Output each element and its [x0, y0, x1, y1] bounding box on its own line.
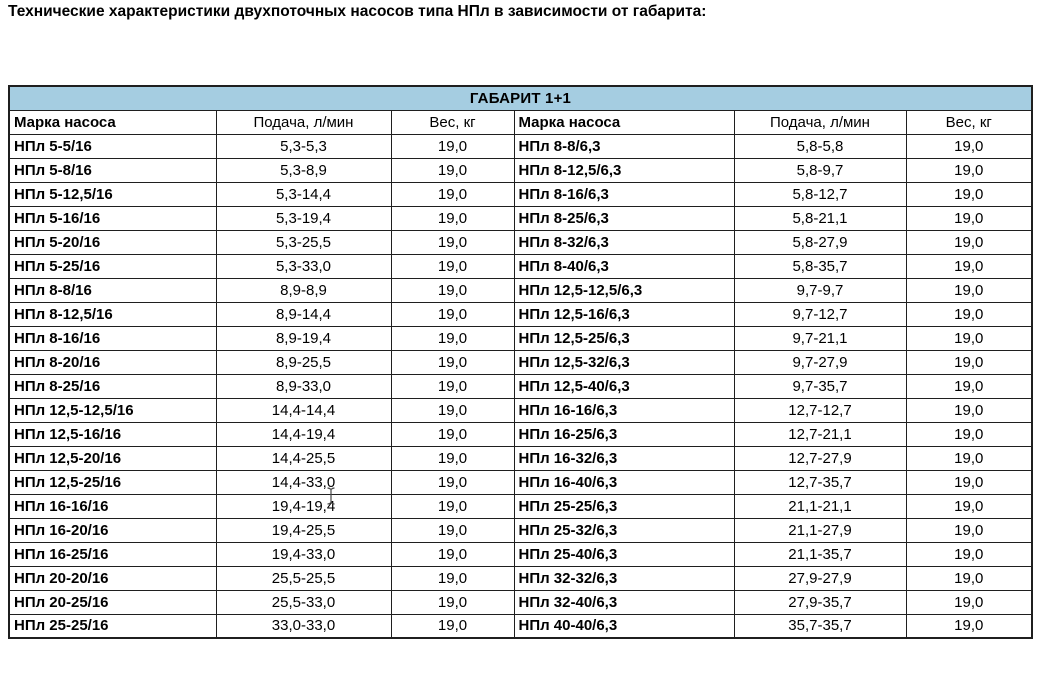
flow-cell: 12,7-27,9 — [734, 446, 906, 470]
table-row — [9, 614, 1032, 638]
pump-model-cell: НПл 20-25/16 — [9, 590, 216, 614]
flow-cell: 8,9-8,9 — [216, 278, 391, 302]
table-row — [9, 302, 1032, 326]
flow-cell: 9,7-27,9 — [734, 350, 906, 374]
weight-cell: 19,0 — [906, 158, 1032, 182]
weight-cell: 19,0 — [391, 278, 514, 302]
weight-cell: 19,0 — [391, 590, 514, 614]
flow-cell: 19,4-25,5 — [216, 518, 391, 542]
weight-cell: 19,0 — [391, 254, 514, 278]
flow-cell: 5,3-25,5 — [216, 230, 391, 254]
flow-cell: 8,9-14,4 — [216, 302, 391, 326]
pump-model-cell: НПл 12,5-16/6,3 — [514, 302, 734, 326]
weight-cell: 19,0 — [906, 518, 1032, 542]
flow-cell: 21,1-21,1 — [734, 494, 906, 518]
flow-cell: 12,7-12,7 — [734, 398, 906, 422]
weight-cell: 19,0 — [906, 134, 1032, 158]
weight-cell: 19,0 — [391, 302, 514, 326]
pump-model-cell: НПл 8-25/6,3 — [514, 206, 734, 230]
weight-cell: 19,0 — [391, 134, 514, 158]
flow-cell: 5,8-27,9 — [734, 230, 906, 254]
flow-cell: 8,9-19,4 — [216, 326, 391, 350]
col-header-flow-left: Подача, л/мин — [216, 110, 391, 134]
weight-cell: 19,0 — [391, 566, 514, 590]
pump-model-cell: НПл 12,5-40/6,3 — [514, 374, 734, 398]
table-caption-row — [9, 86, 1032, 110]
weight-cell: 19,0 — [906, 350, 1032, 374]
pump-model-cell: НПл 16-40/6,3 — [514, 470, 734, 494]
pump-model-cell: НПл 25-25/16 — [9, 614, 216, 638]
flow-cell: 5,8-5,8 — [734, 134, 906, 158]
weight-cell: 19,0 — [906, 398, 1032, 422]
pump-model-cell: НПл 20-20/16 — [9, 566, 216, 590]
pump-model-cell: НПл 5-8/16 — [9, 158, 216, 182]
flow-cell: 5,8-9,7 — [734, 158, 906, 182]
table-row — [9, 230, 1032, 254]
table-row — [9, 422, 1032, 446]
weight-cell: 19,0 — [391, 182, 514, 206]
weight-cell: 19,0 — [391, 518, 514, 542]
pump-model-cell: НПл 8-16/16 — [9, 326, 216, 350]
page-title: Технические характеристики двухпоточных насосов типа НПл в зависимости от габарита: — [8, 3, 707, 20]
weight-cell: 19,0 — [906, 230, 1032, 254]
weight-cell: 19,0 — [906, 494, 1032, 518]
flow-cell: 21,1-35,7 — [734, 542, 906, 566]
pump-model-cell: НПл 12,5-32/6,3 — [514, 350, 734, 374]
weight-cell: 19,0 — [391, 206, 514, 230]
flow-cell: 14,4-19,4 — [216, 422, 391, 446]
table-caption: ГАБАРИТ 1+1 — [9, 86, 1032, 110]
weight-cell: 19,0 — [906, 446, 1032, 470]
pump-table-body — [9, 134, 1032, 638]
pump-model-cell: НПл 5-16/16 — [9, 206, 216, 230]
weight-cell: 19,0 — [391, 350, 514, 374]
flow-cell: 5,3-14,4 — [216, 182, 391, 206]
weight-cell: 19,0 — [391, 470, 514, 494]
flow-cell: 5,3-33,0 — [216, 254, 391, 278]
pump-model-cell: НПл 32-32/6,3 — [514, 566, 734, 590]
table-row — [9, 350, 1032, 374]
pump-model-cell: НПл 12,5-12,5/6,3 — [514, 278, 734, 302]
flow-cell: 9,7-9,7 — [734, 278, 906, 302]
table-row — [9, 182, 1032, 206]
pump-model-cell: НПл 16-32/6,3 — [514, 446, 734, 470]
pump-model-cell: НПл 16-16/6,3 — [514, 398, 734, 422]
pump-model-cell: НПл 5-5/16 — [9, 134, 216, 158]
table-row — [9, 374, 1032, 398]
column-header-row — [9, 110, 1032, 134]
flow-cell: 9,7-12,7 — [734, 302, 906, 326]
weight-cell: 19,0 — [391, 446, 514, 470]
pump-model-cell: НПл 5-25/16 — [9, 254, 216, 278]
pump-model-cell: НПл 8-40/6,3 — [514, 254, 734, 278]
table-row — [9, 206, 1032, 230]
flow-cell: 5,8-12,7 — [734, 182, 906, 206]
flow-cell: 19,4-33,0 — [216, 542, 391, 566]
pump-model-cell: НПл 25-40/6,3 — [514, 542, 734, 566]
flow-cell: 8,9-33,0 — [216, 374, 391, 398]
weight-cell: 19,0 — [906, 302, 1032, 326]
pump-model-cell: НПл 5-12,5/16 — [9, 182, 216, 206]
pump-model-cell: НПл 12,5-25/6,3 — [514, 326, 734, 350]
weight-cell: 19,0 — [906, 278, 1032, 302]
pump-model-cell: НПл 8-8/6,3 — [514, 134, 734, 158]
weight-cell: 19,0 — [906, 422, 1032, 446]
table-row — [9, 470, 1032, 494]
table-row — [9, 158, 1032, 182]
flow-cell: 21,1-27,9 — [734, 518, 906, 542]
weight-cell: 19,0 — [391, 422, 514, 446]
weight-cell: 19,0 — [391, 374, 514, 398]
pump-model-cell: НПл 16-25/16 — [9, 542, 216, 566]
table-row — [9, 494, 1032, 518]
weight-cell: 19,0 — [391, 614, 514, 638]
table-row — [9, 398, 1032, 422]
weight-cell: 19,0 — [391, 398, 514, 422]
pump-model-cell: НПл 8-12,5/6,3 — [514, 158, 734, 182]
table-row — [9, 518, 1032, 542]
pump-model-cell: НПл 32-40/6,3 — [514, 590, 734, 614]
pump-model-cell: НПл 12,5-12,5/16 — [9, 398, 216, 422]
pump-spec-table — [8, 85, 1033, 639]
col-header-weight-right: Вес, кг — [906, 110, 1032, 134]
table-row — [9, 590, 1032, 614]
table-row — [9, 134, 1032, 158]
col-header-flow-right: Подача, л/мин — [734, 110, 906, 134]
pump-model-cell: НПл 8-8/16 — [9, 278, 216, 302]
flow-cell: 33,0-33,0 — [216, 614, 391, 638]
weight-cell: 19,0 — [391, 494, 514, 518]
pump-model-cell: НПл 16-16/16 — [9, 494, 216, 518]
col-header-weight-left: Вес, кг — [391, 110, 514, 134]
table-row — [9, 326, 1032, 350]
flow-cell: 25,5-25,5 — [216, 566, 391, 590]
flow-cell: 9,7-35,7 — [734, 374, 906, 398]
weight-cell: 19,0 — [906, 374, 1032, 398]
flow-cell: 12,7-21,1 — [734, 422, 906, 446]
flow-cell: 14,4-25,5 — [216, 446, 391, 470]
flow-cell: 9,7-21,1 — [734, 326, 906, 350]
pump-model-cell: НПл 8-20/16 — [9, 350, 216, 374]
table-row — [9, 446, 1032, 470]
weight-cell: 19,0 — [391, 326, 514, 350]
weight-cell: 19,0 — [391, 158, 514, 182]
pump-model-cell: НПл 5-20/16 — [9, 230, 216, 254]
flow-cell: 14,4-14,4 — [216, 398, 391, 422]
pump-model-cell: НПл 16-20/16 — [9, 518, 216, 542]
weight-cell: 19,0 — [906, 590, 1032, 614]
weight-cell: 19,0 — [391, 542, 514, 566]
weight-cell: 19,0 — [906, 326, 1032, 350]
pump-model-cell: НПл 8-12,5/16 — [9, 302, 216, 326]
pump-model-cell: НПл 16-25/6,3 — [514, 422, 734, 446]
weight-cell: 19,0 — [906, 614, 1032, 638]
col-header-pump-model-left: Марка насоса — [9, 110, 216, 134]
weight-cell: 19,0 — [906, 470, 1032, 494]
table-row — [9, 566, 1032, 590]
pump-model-cell: НПл 25-25/6,3 — [514, 494, 734, 518]
flow-cell: 14,4-33,0 — [216, 470, 391, 494]
pump-model-cell: НПл 8-16/6,3 — [514, 182, 734, 206]
table-row — [9, 542, 1032, 566]
pump-model-cell: НПл 25-32/6,3 — [514, 518, 734, 542]
flow-cell: 5,8-35,7 — [734, 254, 906, 278]
flow-cell: 25,5-33,0 — [216, 590, 391, 614]
table-row — [9, 254, 1032, 278]
flow-cell: 5,8-21,1 — [734, 206, 906, 230]
flow-cell: 5,3-8,9 — [216, 158, 391, 182]
flow-cell: 12,7-35,7 — [734, 470, 906, 494]
weight-cell: 19,0 — [906, 206, 1032, 230]
pump-model-cell: НПл 40-40/6,3 — [514, 614, 734, 638]
flow-cell: 19,4-19,4 — [216, 494, 391, 518]
pump-model-cell: НПл 12,5-20/16 — [9, 446, 216, 470]
col-header-pump-model-right: Марка насоса — [514, 110, 734, 134]
flow-cell: 27,9-35,7 — [734, 590, 906, 614]
pump-model-cell: НПл 12,5-25/16 — [9, 470, 216, 494]
flow-cell: 27,9-27,9 — [734, 566, 906, 590]
weight-cell: 19,0 — [391, 230, 514, 254]
pump-model-cell: НПл 12,5-16/16 — [9, 422, 216, 446]
pump-model-cell: НПл 8-32/6,3 — [514, 230, 734, 254]
weight-cell: 19,0 — [906, 182, 1032, 206]
flow-cell: 5,3-5,3 — [216, 134, 391, 158]
flow-cell: 35,7-35,7 — [734, 614, 906, 638]
flow-cell: 5,3-19,4 — [216, 206, 391, 230]
table-row — [9, 278, 1032, 302]
weight-cell: 19,0 — [906, 542, 1032, 566]
weight-cell: 19,0 — [906, 254, 1032, 278]
weight-cell: 19,0 — [906, 566, 1032, 590]
flow-cell: 8,9-25,5 — [216, 350, 391, 374]
pump-model-cell: НПл 8-25/16 — [9, 374, 216, 398]
